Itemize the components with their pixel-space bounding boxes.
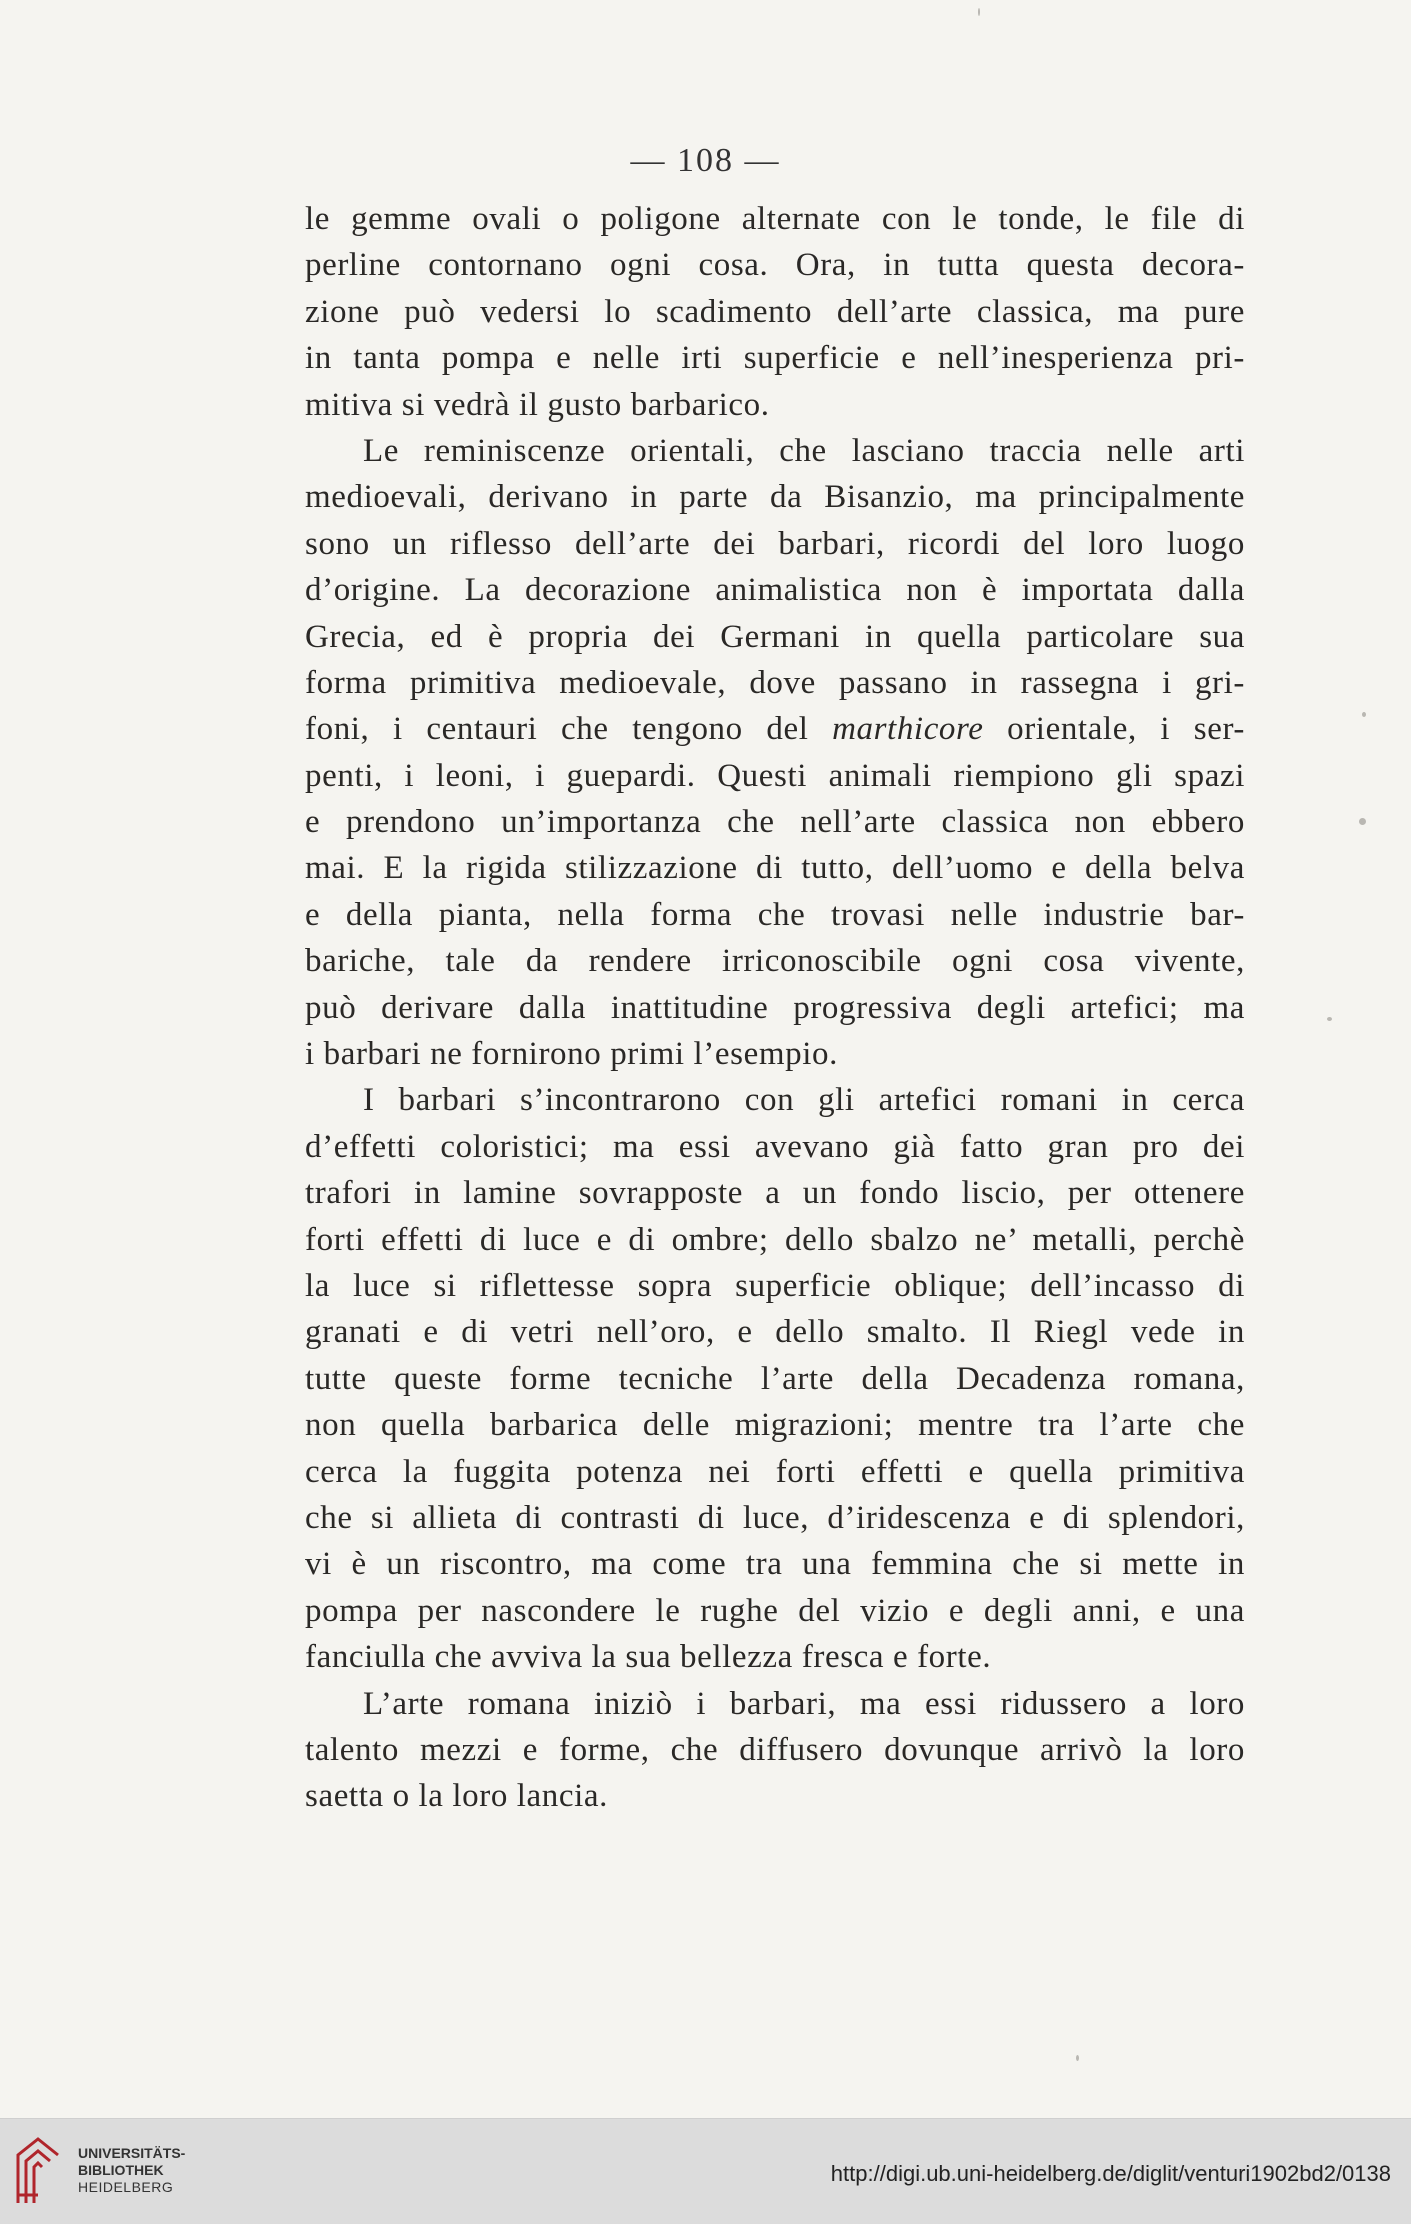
digitization-footer (0, 2118, 1411, 2224)
text-line: granati e di vetri nell’oro, e dello smalto. Il Riegl vede in (305, 1314, 1245, 1351)
scan-speck (978, 8, 980, 16)
text-line: penti, i leoni, i guepardi. Questi animali riempiono gli spazi (305, 757, 1245, 794)
library-name-line2: BIBLIOTHEK (78, 2162, 164, 2178)
text-line: può derivare dalla inattitudine progressiva degli artefici; ma (305, 989, 1245, 1026)
italic-term: marthicore (832, 711, 984, 748)
text-line: saetta o la loro lancia. (305, 1778, 609, 1815)
text-line: mitiva si vedrà il gusto barbarico. (305, 386, 770, 423)
text-line: Le reminiscenze orientali, che lasciano traccia nelle arti (363, 432, 1245, 469)
text-line: medioevali, derivano in parte da Bisanzio, ma principalmente (305, 479, 1245, 516)
text-line: sono un riflesso dell’arte dei barbari, ricordi del loro luogo (305, 525, 1245, 562)
text-line: talento mezzi e forme, che diffusero dovunque arrivò la loro (305, 1731, 1245, 1768)
text-line-segment: orientale, i ser- (983, 711, 1245, 748)
scan-speck (1362, 712, 1366, 717)
text-line: la luce si riflettesse sopra superficie oblique; dell’incasso di (305, 1267, 1245, 1304)
text-line: L’arte romana iniziò i barbari, ma essi ridussero a loro (363, 1685, 1245, 1722)
text-line: forma primitiva medioevale, dove passano in rassegna i gri- (305, 664, 1245, 701)
text-line: i barbari ne fornirono primi l’esempio. (305, 1036, 838, 1073)
text-line: Grecia, ed è propria dei Germani in quella particolare sua (305, 618, 1245, 655)
text-line: forti effetti di luce e di ombre; dello sbalzo ne’ metalli, perchè (305, 1221, 1245, 1258)
text-line: zione può vedersi lo scadimento dell’arte classica, ma pure (305, 293, 1245, 330)
text-line: pompa per nascondere le rughe del vizio e degli anni, e una (305, 1592, 1245, 1629)
text-line: fanciulla che avviva la sua bellezza fresca e forte. (305, 1639, 992, 1676)
scan-speck (1359, 818, 1366, 825)
text-line: e della pianta, nella forma che trovasi nelle industrie bar- (305, 896, 1245, 933)
digitization-url-link[interactable]: http://digi.ub.uni-heidelberg.de/diglit/venturi1902bd2/0138 (830, 2161, 1391, 2186)
library-name-line1: UNIVERSITÄTS- (78, 2145, 186, 2161)
text-line: d’origine. La decorazione animalistica non è importata dalla (305, 572, 1245, 609)
text-line: cerca la fuggita potenza nei forti effetti e quella primitiva (305, 1453, 1245, 1490)
text-line: tutte queste forme tecniche l’arte della Decadenza romana, (305, 1360, 1245, 1397)
text-line: mai. E la rigida stilizzazione di tutto, dell’uomo e della belva (305, 850, 1245, 887)
page-number: — 108 — (630, 142, 781, 179)
body-text (305, 196, 1245, 1820)
text-line (305, 706, 1245, 752)
library-name-line3: HEIDELBERG (78, 2179, 174, 2195)
text-line: trafori in lamine sovrapposte a un fondo liscio, per ottenere (305, 1175, 1245, 1212)
text-line: in tanta pompa e nelle irti superficie e nell’inesperienza pri- (305, 340, 1245, 377)
text-line: perline contornano ogni cosa. Ora, in tutta questa decora- (305, 247, 1245, 284)
scan-speck (1076, 2055, 1079, 2061)
text-line: d’effetti coloristici; ma essi avevano già fatto gran pro dei (305, 1128, 1245, 1165)
text-line: che si allieta di contrasti di luce, d’iridescenza e di splendori, (305, 1499, 1245, 1536)
text-line-segment: foni, i centauri che tengono del (305, 711, 833, 748)
scan-speck (1327, 1017, 1332, 1021)
text-line: vi è un riscontro, ma come tra una femmina che si mette in (305, 1546, 1245, 1583)
library-name (78, 2145, 185, 2196)
text-line: I barbari s’incontrarono con gli artefici romani in cerca (363, 1082, 1245, 1119)
text-line: bariche, tale da rendere irriconoscibile ogni cosa vivente, (305, 943, 1245, 980)
text-line: le gemme ovali o poligone alternate con le tonde, le file di (305, 201, 1245, 237)
text-line: non quella barbarica delle migrazioni; mentre tra l’arte che (305, 1407, 1245, 1444)
university-library-logo-icon (14, 2133, 62, 2205)
text-line: e prendono un’importanza che nell’arte classica non ebbero (305, 804, 1245, 841)
